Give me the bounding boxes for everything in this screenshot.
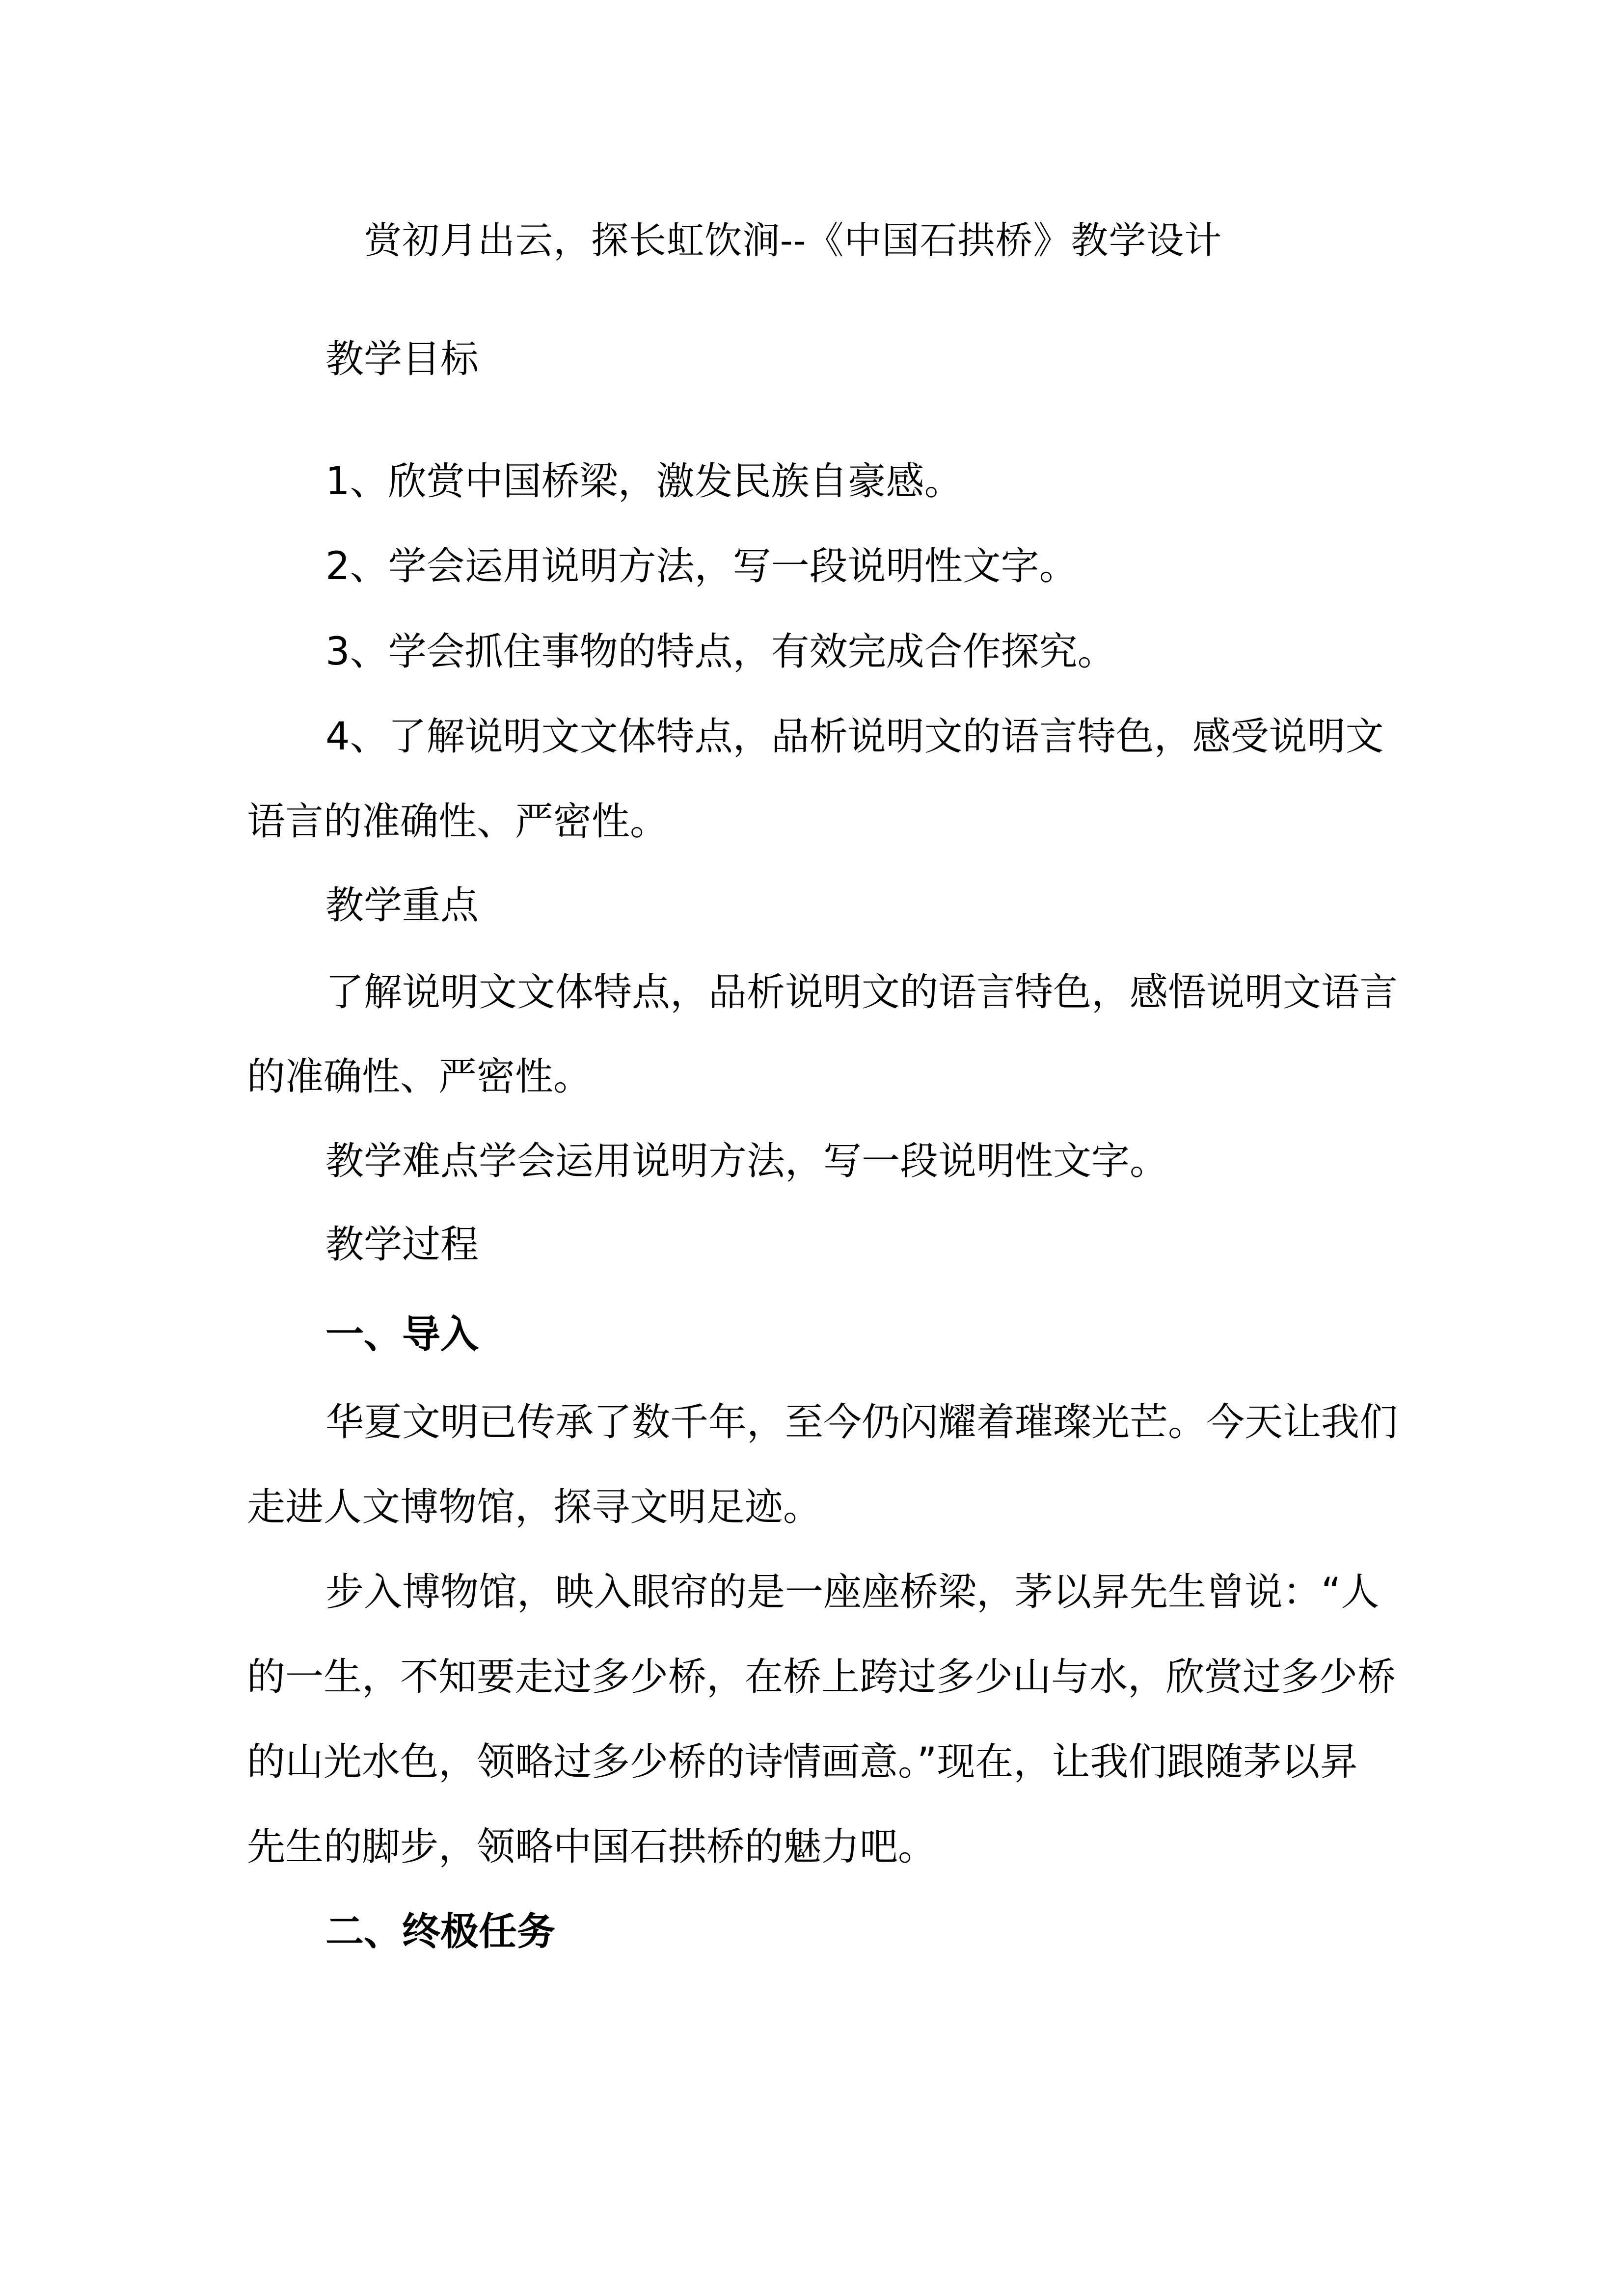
- key-points-heading: 教学重点: [325, 883, 479, 928]
- difficulty-text: 学会运用说明方法，写一段说明性文字。: [479, 1139, 1168, 1183]
- section-1-heading: 一、导入: [325, 1312, 479, 1357]
- document-title: 赏初月出云，探长虹饮涧--《中国石拱桥》教学设计: [364, 218, 1222, 262]
- section-1-paragraph-1: 华夏文明已传承了数千年，至今仍闪耀着璀璨光芒。今天让我们: [325, 1400, 1398, 1444]
- goals-heading: 教学目标: [325, 337, 479, 381]
- section-1-paragraph-2-line-3: 的山光水色，领略过多少桥的诗情画意。”现在，让我们跟随茅以昇: [247, 1740, 1358, 1784]
- goal-item-4: 4、了解说明文文体特点，品析说明文的语言特色，感受说明文: [325, 715, 1384, 759]
- section-1-paragraph-2-line-4: 先生的脚步，领略中国石拱桥的魅力吧。: [247, 1825, 937, 1869]
- difficulty-heading: 教学难点: [325, 1139, 479, 1183]
- goal-item-2: 2、学会运用说明方法，写一段说明性文字。: [325, 544, 1078, 588]
- goal-item-1: 1、欣赏中国桥梁，激发民族自豪感。: [325, 459, 963, 504]
- difficulty-line: [325, 1139, 1168, 1183]
- goal-item-3: 3、学会抓住事物的特点，有效完成合作探究。: [325, 630, 1116, 674]
- section-1-paragraph-2: 步入博物馆，映入眼帘的是一座座桥梁，茅以昇先生曾说：“人: [325, 1570, 1380, 1614]
- key-points-text: 了解说明文文体特点，品析说明文的语言特色，感悟说明文语言: [325, 970, 1398, 1015]
- key-points-text-continued: 的准确性、严密性。: [247, 1055, 592, 1099]
- section-1-paragraph-2-line-2: 的一生，不知要走过多少桥，在桥上跨过多少山与水，欣赏过多少桥: [247, 1655, 1396, 1699]
- section-1-paragraph-1-continued: 走进人文博物馆，探寻文明足迹。: [247, 1485, 822, 1529]
- section-2-heading: 二、终极任务: [325, 1910, 556, 1954]
- process-heading: 教学过程: [325, 1223, 479, 1267]
- goal-item-4-continued: 语言的准确性、严密性。: [247, 800, 669, 844]
